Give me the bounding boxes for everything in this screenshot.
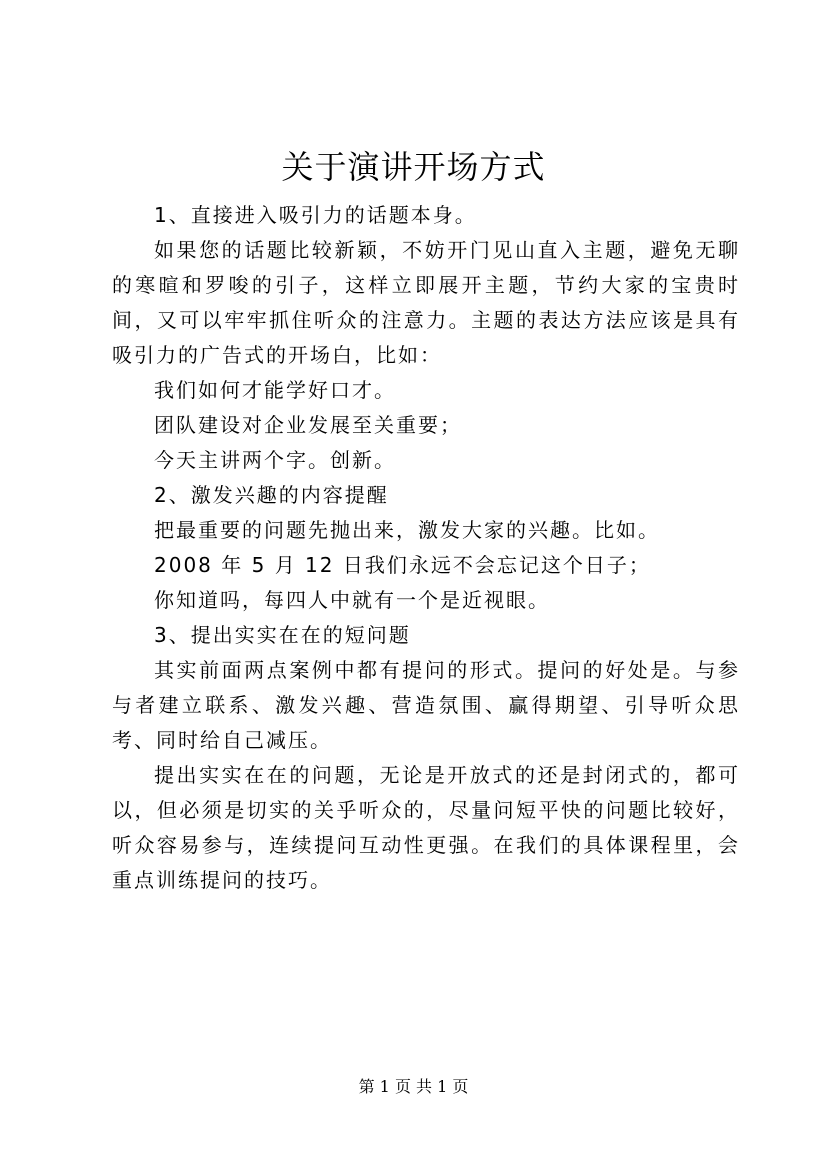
example-line-3: 今天主讲两个字。创新。 xyxy=(154,448,396,472)
section-heading-3: 3、提出实实在在的短问题 xyxy=(154,623,411,647)
paragraph-closing: 提出实实在在的问题，无论是开放式的还是封闭式的，都可以，但必须是切实的关乎听众的，尽量问短平快的问题比较好，听众容易参与，连续提问互动性更强。在我们的具体课程里，会重点训练提问的技巧。 xyxy=(112,763,740,892)
example-line-2: 团队建设对企业发展至关重要； xyxy=(154,413,462,437)
paragraph-questions: 其实前面两点案例中都有提问的形式。提问的好处是。与参与者建立联系、激发兴趣、营造氛围、赢得期望、引导听众思考、同时给自己减压。 xyxy=(112,658,740,752)
paragraph-intro: 如果您的话题比较新颖，不妨开门见山直入主题，避免无聊的寒暄和罗唆的引子，这样立即展开主题，节约大家的宝贵时间，又可以牢牢抓住听众的注意力。主题的表达方法应该是具有吸引力的广告式的开场白，比如： xyxy=(112,238,740,367)
paragraph-interest: 把最重要的问题先抛出来，激发大家的兴趣。比如。 xyxy=(154,518,660,542)
example-line-4: 2008 年 5 月 12 日我们永远不会忘记这个日子； xyxy=(154,553,651,577)
page-number-footer: 第 1 页 共 1 页 xyxy=(358,1077,469,1096)
example-line-5: 你知道吗，每四人中就有一个是近视眼。 xyxy=(154,588,550,612)
example-line-1: 我们如何才能学好口才。 xyxy=(154,378,396,402)
document-title: 关于演讲开场方式 xyxy=(281,148,546,186)
document-body xyxy=(112,198,740,898)
section-heading-2: 2、激发兴趣的内容提醒 xyxy=(154,483,389,507)
section-heading-1: 1、直接进入吸引力的话题本身。 xyxy=(154,203,477,227)
